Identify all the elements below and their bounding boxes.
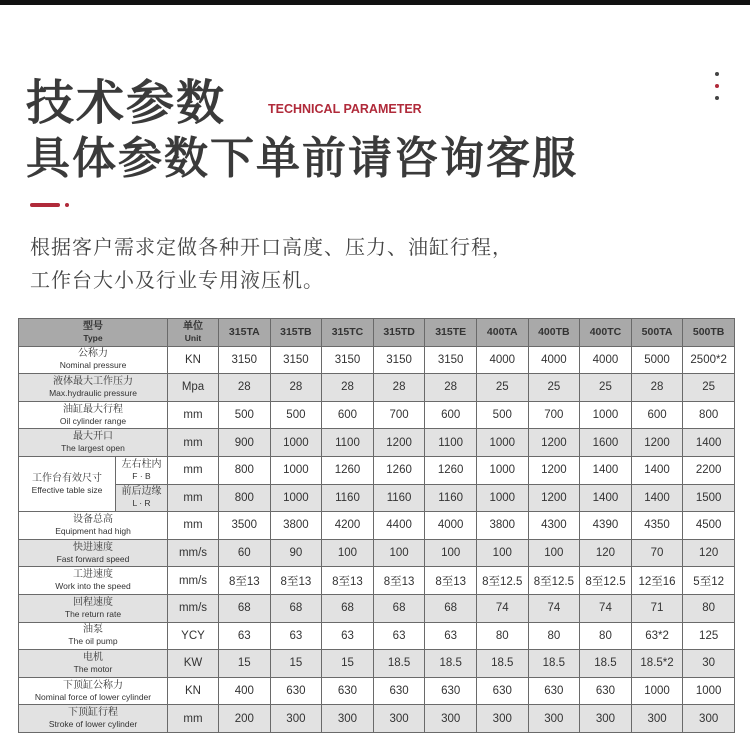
table-cell: 100 — [373, 539, 425, 567]
table-cell: 5至12 — [683, 567, 735, 595]
label-cn: 油缸最大行程 — [63, 403, 123, 415]
model-header: 315TB — [270, 319, 322, 347]
page-subtitle: 具体参数下单前请咨询客服 — [26, 133, 578, 184]
table-cell: 12至16 — [631, 567, 683, 595]
table-cell: 18.5 — [373, 650, 425, 678]
table-cell: 300 — [270, 705, 322, 733]
table-cell: 1200 — [528, 456, 580, 484]
label-cn: 回程速度 — [73, 596, 113, 608]
table-cell: 4000 — [580, 346, 632, 374]
page-title-english: TECHNICAL PARAMETER — [268, 102, 422, 116]
accent-divider — [30, 203, 60, 207]
label-cn: 油泵 — [83, 624, 103, 636]
model-header: 315TA — [219, 319, 271, 347]
table-row — [19, 346, 735, 374]
row-label — [19, 539, 168, 567]
table-row — [19, 705, 735, 733]
table-cell: 800 — [219, 456, 271, 484]
table-cell: 500 — [219, 401, 271, 429]
table-row — [19, 401, 735, 429]
table-row — [19, 567, 735, 595]
spec-table — [18, 318, 735, 733]
table-cell: 28 — [373, 374, 425, 402]
table-cell: 74 — [528, 594, 580, 622]
table-cell: 1400 — [631, 456, 683, 484]
table-cell: 100 — [476, 539, 528, 567]
table-cell: 120 — [683, 539, 735, 567]
top-bar — [0, 0, 750, 5]
table-cell: 4390 — [580, 512, 632, 540]
table-cell: 90 — [270, 539, 322, 567]
label-cn: 电机 — [83, 651, 103, 663]
model-header: 315TD — [373, 319, 425, 347]
model-header: 500TA — [631, 319, 683, 347]
table-cell: 80 — [528, 622, 580, 650]
table-cell: 3800 — [270, 512, 322, 540]
row-unit: mm/s — [168, 539, 219, 567]
table-cell: 28 — [322, 374, 374, 402]
table-cell: 1000 — [270, 484, 322, 512]
table-cell: 600 — [425, 401, 477, 429]
table-cell: 3150 — [373, 346, 425, 374]
table-row — [19, 484, 735, 512]
label-cn: 设备总高 — [73, 513, 113, 525]
table-cell: 8至12.5 — [476, 567, 528, 595]
table-cell: 8至13 — [322, 567, 374, 595]
table-cell: 68 — [373, 594, 425, 622]
table-cell: 300 — [322, 705, 374, 733]
row-unit: mm/s — [168, 594, 219, 622]
table-cell: 8至13 — [219, 567, 271, 595]
table-cell: 1500 — [683, 484, 735, 512]
table-row — [19, 429, 735, 457]
row-label — [19, 594, 168, 622]
table-row — [19, 594, 735, 622]
table-cell: 200 — [219, 705, 271, 733]
label-cn: 工进速度 — [73, 569, 113, 581]
label-en: The oil pump — [68, 636, 118, 647]
table-cell: 1200 — [631, 429, 683, 457]
label-cn: 下顶缸行程 — [68, 707, 118, 719]
table-cell: 1400 — [580, 484, 632, 512]
table-cell: 1000 — [270, 456, 322, 484]
table-cell: 1400 — [631, 484, 683, 512]
row-group-label — [19, 456, 116, 511]
table-cell: 71 — [631, 594, 683, 622]
table-cell: 100 — [322, 539, 374, 567]
label-en: Stroke of lower cylinder — [48, 719, 138, 730]
table-cell: 25 — [683, 374, 735, 402]
table-cell: 25 — [528, 374, 580, 402]
table-cell: 2500*2 — [683, 346, 735, 374]
row-unit: mm — [168, 429, 219, 457]
table-cell: 80 — [476, 622, 528, 650]
row-sub-label — [116, 456, 168, 484]
label-en: Fast forward speed — [56, 553, 130, 564]
row-label — [19, 346, 168, 374]
table-cell: 630 — [580, 677, 632, 705]
table-cell: 1000 — [476, 429, 528, 457]
table-cell: 600 — [631, 401, 683, 429]
table-cell: 300 — [683, 705, 735, 733]
table-cell: 63 — [373, 622, 425, 650]
row-unit: mm — [168, 705, 219, 733]
label-cn: 左右柱内 — [121, 458, 162, 470]
label-en: F · B — [132, 470, 151, 481]
row-sub-label — [116, 484, 168, 512]
label-en: Nominal force of lower cylinder — [34, 691, 152, 702]
model-header: 315TE — [425, 319, 477, 347]
table-cell: 500 — [270, 401, 322, 429]
table-cell: 5000 — [631, 346, 683, 374]
table-cell: 4350 — [631, 512, 683, 540]
table-cell: 125 — [683, 622, 735, 650]
label-en: Max.hydraulic pressure — [49, 387, 137, 398]
table-cell: 4000 — [476, 346, 528, 374]
model-header: 400TC — [580, 319, 632, 347]
table-cell: 15 — [270, 650, 322, 678]
table-cell: 18.5 — [580, 650, 632, 678]
table-cell: 1260 — [322, 456, 374, 484]
label-en: Equipment had high — [55, 525, 131, 536]
table-cell: 630 — [373, 677, 425, 705]
label-en: The largest open — [61, 443, 125, 454]
row-unit: KW — [168, 650, 219, 678]
table-cell: 500 — [476, 401, 528, 429]
table-cell: 900 — [219, 429, 271, 457]
table-cell: 68 — [219, 594, 271, 622]
table-cell: 68 — [425, 594, 477, 622]
type-header: 型号 Type — [19, 319, 168, 347]
table-cell: 100 — [425, 539, 477, 567]
table-cell: 1160 — [425, 484, 477, 512]
table-cell: 1400 — [683, 429, 735, 457]
table-cell: 2200 — [683, 456, 735, 484]
description-line-2: 工作台大小及行业专用液压机。 — [30, 268, 324, 292]
table-cell: 15 — [219, 650, 271, 678]
table-cell: 63 — [219, 622, 271, 650]
table-cell: 1260 — [425, 456, 477, 484]
row-unit: Mpa — [168, 374, 219, 402]
table-cell: 30 — [683, 650, 735, 678]
accent-divider-dot — [65, 203, 69, 207]
model-header: 400TB — [528, 319, 580, 347]
table-cell: 68 — [270, 594, 322, 622]
table-cell: 1200 — [373, 429, 425, 457]
table-cell: 700 — [373, 401, 425, 429]
table-cell: 300 — [580, 705, 632, 733]
table-cell: 4500 — [683, 512, 735, 540]
table-cell: 1160 — [373, 484, 425, 512]
table-row — [19, 650, 735, 678]
table-cell: 700 — [528, 401, 580, 429]
model-header: 400TA — [476, 319, 528, 347]
table-cell: 120 — [580, 539, 632, 567]
row-unit: mm/s — [168, 567, 219, 595]
table-header-row — [19, 319, 735, 347]
label-cn: 公称力 — [78, 348, 108, 360]
row-label — [19, 622, 168, 650]
table-cell: 28 — [425, 374, 477, 402]
table-cell: 3150 — [270, 346, 322, 374]
table-cell: 1000 — [270, 429, 322, 457]
table-cell: 25 — [580, 374, 632, 402]
table-cell: 1400 — [580, 456, 632, 484]
table-cell: 68 — [322, 594, 374, 622]
label-en: Oil cylinder range — [59, 415, 127, 426]
table-cell: 74 — [476, 594, 528, 622]
table-cell: 1000 — [476, 456, 528, 484]
table-cell: 1000 — [683, 677, 735, 705]
row-unit: KN — [168, 677, 219, 705]
table-cell: 3500 — [219, 512, 271, 540]
row-unit: mm — [168, 401, 219, 429]
row-unit: YCY — [168, 622, 219, 650]
table-cell: 63*2 — [631, 622, 683, 650]
table-row — [19, 456, 735, 484]
table-cell: 630 — [270, 677, 322, 705]
row-label — [19, 401, 168, 429]
table-cell: 630 — [528, 677, 580, 705]
table-cell: 70 — [631, 539, 683, 567]
row-unit: mm — [168, 512, 219, 540]
table-cell: 8至13 — [425, 567, 477, 595]
label-cn: 前后边缘 — [121, 486, 162, 498]
label-cn: 液体最大工作压力 — [53, 375, 133, 387]
row-label — [19, 429, 168, 457]
table-cell: 63 — [425, 622, 477, 650]
label-en: Work into the speed — [55, 581, 131, 592]
row-label — [19, 374, 168, 402]
table-cell: 1000 — [580, 401, 632, 429]
table-cell: 80 — [683, 594, 735, 622]
label-en: Nominal pressure — [59, 360, 127, 371]
table-cell: 300 — [373, 705, 425, 733]
table-row — [19, 374, 735, 402]
table-cell: 15 — [322, 650, 374, 678]
table-cell: 8至13 — [270, 567, 322, 595]
row-unit: KN — [168, 346, 219, 374]
label-cn: 工作台有效尺寸 — [32, 472, 102, 484]
label-en: The motor — [73, 663, 113, 674]
table-cell: 800 — [219, 484, 271, 512]
row-unit: mm — [168, 484, 219, 512]
label-en: L · R — [132, 498, 151, 509]
label-cn: 最大开口 — [73, 431, 113, 443]
label-cn: 下顶缸公称力 — [63, 679, 123, 691]
table-cell: 1600 — [580, 429, 632, 457]
table-cell: 63 — [322, 622, 374, 650]
table-cell: 4000 — [425, 512, 477, 540]
table-cell: 3150 — [425, 346, 477, 374]
row-label — [19, 512, 168, 540]
table-cell: 3150 — [322, 346, 374, 374]
table-cell: 300 — [425, 705, 477, 733]
table-cell: 1000 — [631, 677, 683, 705]
table-cell: 18.5 — [425, 650, 477, 678]
model-header: 315TC — [322, 319, 374, 347]
table-cell: 630 — [476, 677, 528, 705]
table-row — [19, 622, 735, 650]
table-cell: 4000 — [528, 346, 580, 374]
row-label — [19, 677, 168, 705]
table-cell: 25 — [476, 374, 528, 402]
table-cell: 4200 — [322, 512, 374, 540]
table-cell: 1260 — [373, 456, 425, 484]
table-cell: 8至13 — [373, 567, 425, 595]
table-cell: 300 — [476, 705, 528, 733]
table-cell: 630 — [322, 677, 374, 705]
table-cell: 1200 — [528, 429, 580, 457]
table-cell: 80 — [580, 622, 632, 650]
row-label — [19, 567, 168, 595]
model-header: 500TB — [683, 319, 735, 347]
table-cell: 28 — [631, 374, 683, 402]
table-row — [19, 512, 735, 540]
unit-header: 单位 Unit — [168, 319, 219, 347]
table-cell: 60 — [219, 539, 271, 567]
table-cell: 18.5 — [528, 650, 580, 678]
table-cell: 1000 — [476, 484, 528, 512]
table-cell: 74 — [580, 594, 632, 622]
table-row — [19, 539, 735, 567]
label-cn: 快进速度 — [73, 541, 113, 553]
table-cell: 28 — [270, 374, 322, 402]
table-cell: 1200 — [528, 484, 580, 512]
table-cell: 100 — [528, 539, 580, 567]
table-row — [19, 677, 735, 705]
more-dots-icon — [715, 72, 721, 108]
table-cell: 630 — [425, 677, 477, 705]
table-cell: 300 — [528, 705, 580, 733]
table-cell: 28 — [219, 374, 271, 402]
table-cell: 300 — [631, 705, 683, 733]
table-cell: 4400 — [373, 512, 425, 540]
table-cell: 1160 — [322, 484, 374, 512]
row-label — [19, 650, 168, 678]
table-cell: 600 — [322, 401, 374, 429]
table-cell: 8至12.5 — [528, 567, 580, 595]
table-cell: 3150 — [219, 346, 271, 374]
table-cell: 8至12.5 — [580, 567, 632, 595]
table-cell: 1100 — [322, 429, 374, 457]
table-cell: 18.5*2 — [631, 650, 683, 678]
label-en: The return rate — [64, 608, 122, 619]
table-cell: 400 — [219, 677, 271, 705]
table-cell: 63 — [270, 622, 322, 650]
table-cell: 1100 — [425, 429, 477, 457]
table-cell: 4300 — [528, 512, 580, 540]
description-line-1: 根据客户需求定做各种开口高度、压力、油缸行程， — [30, 235, 513, 259]
page-title: 技术参数 — [26, 75, 227, 131]
row-label — [19, 705, 168, 733]
label-en: Effective table size — [31, 484, 103, 495]
row-unit: mm — [168, 456, 219, 484]
table-cell: 3800 — [476, 512, 528, 540]
table-cell: 800 — [683, 401, 735, 429]
table-cell: 18.5 — [476, 650, 528, 678]
